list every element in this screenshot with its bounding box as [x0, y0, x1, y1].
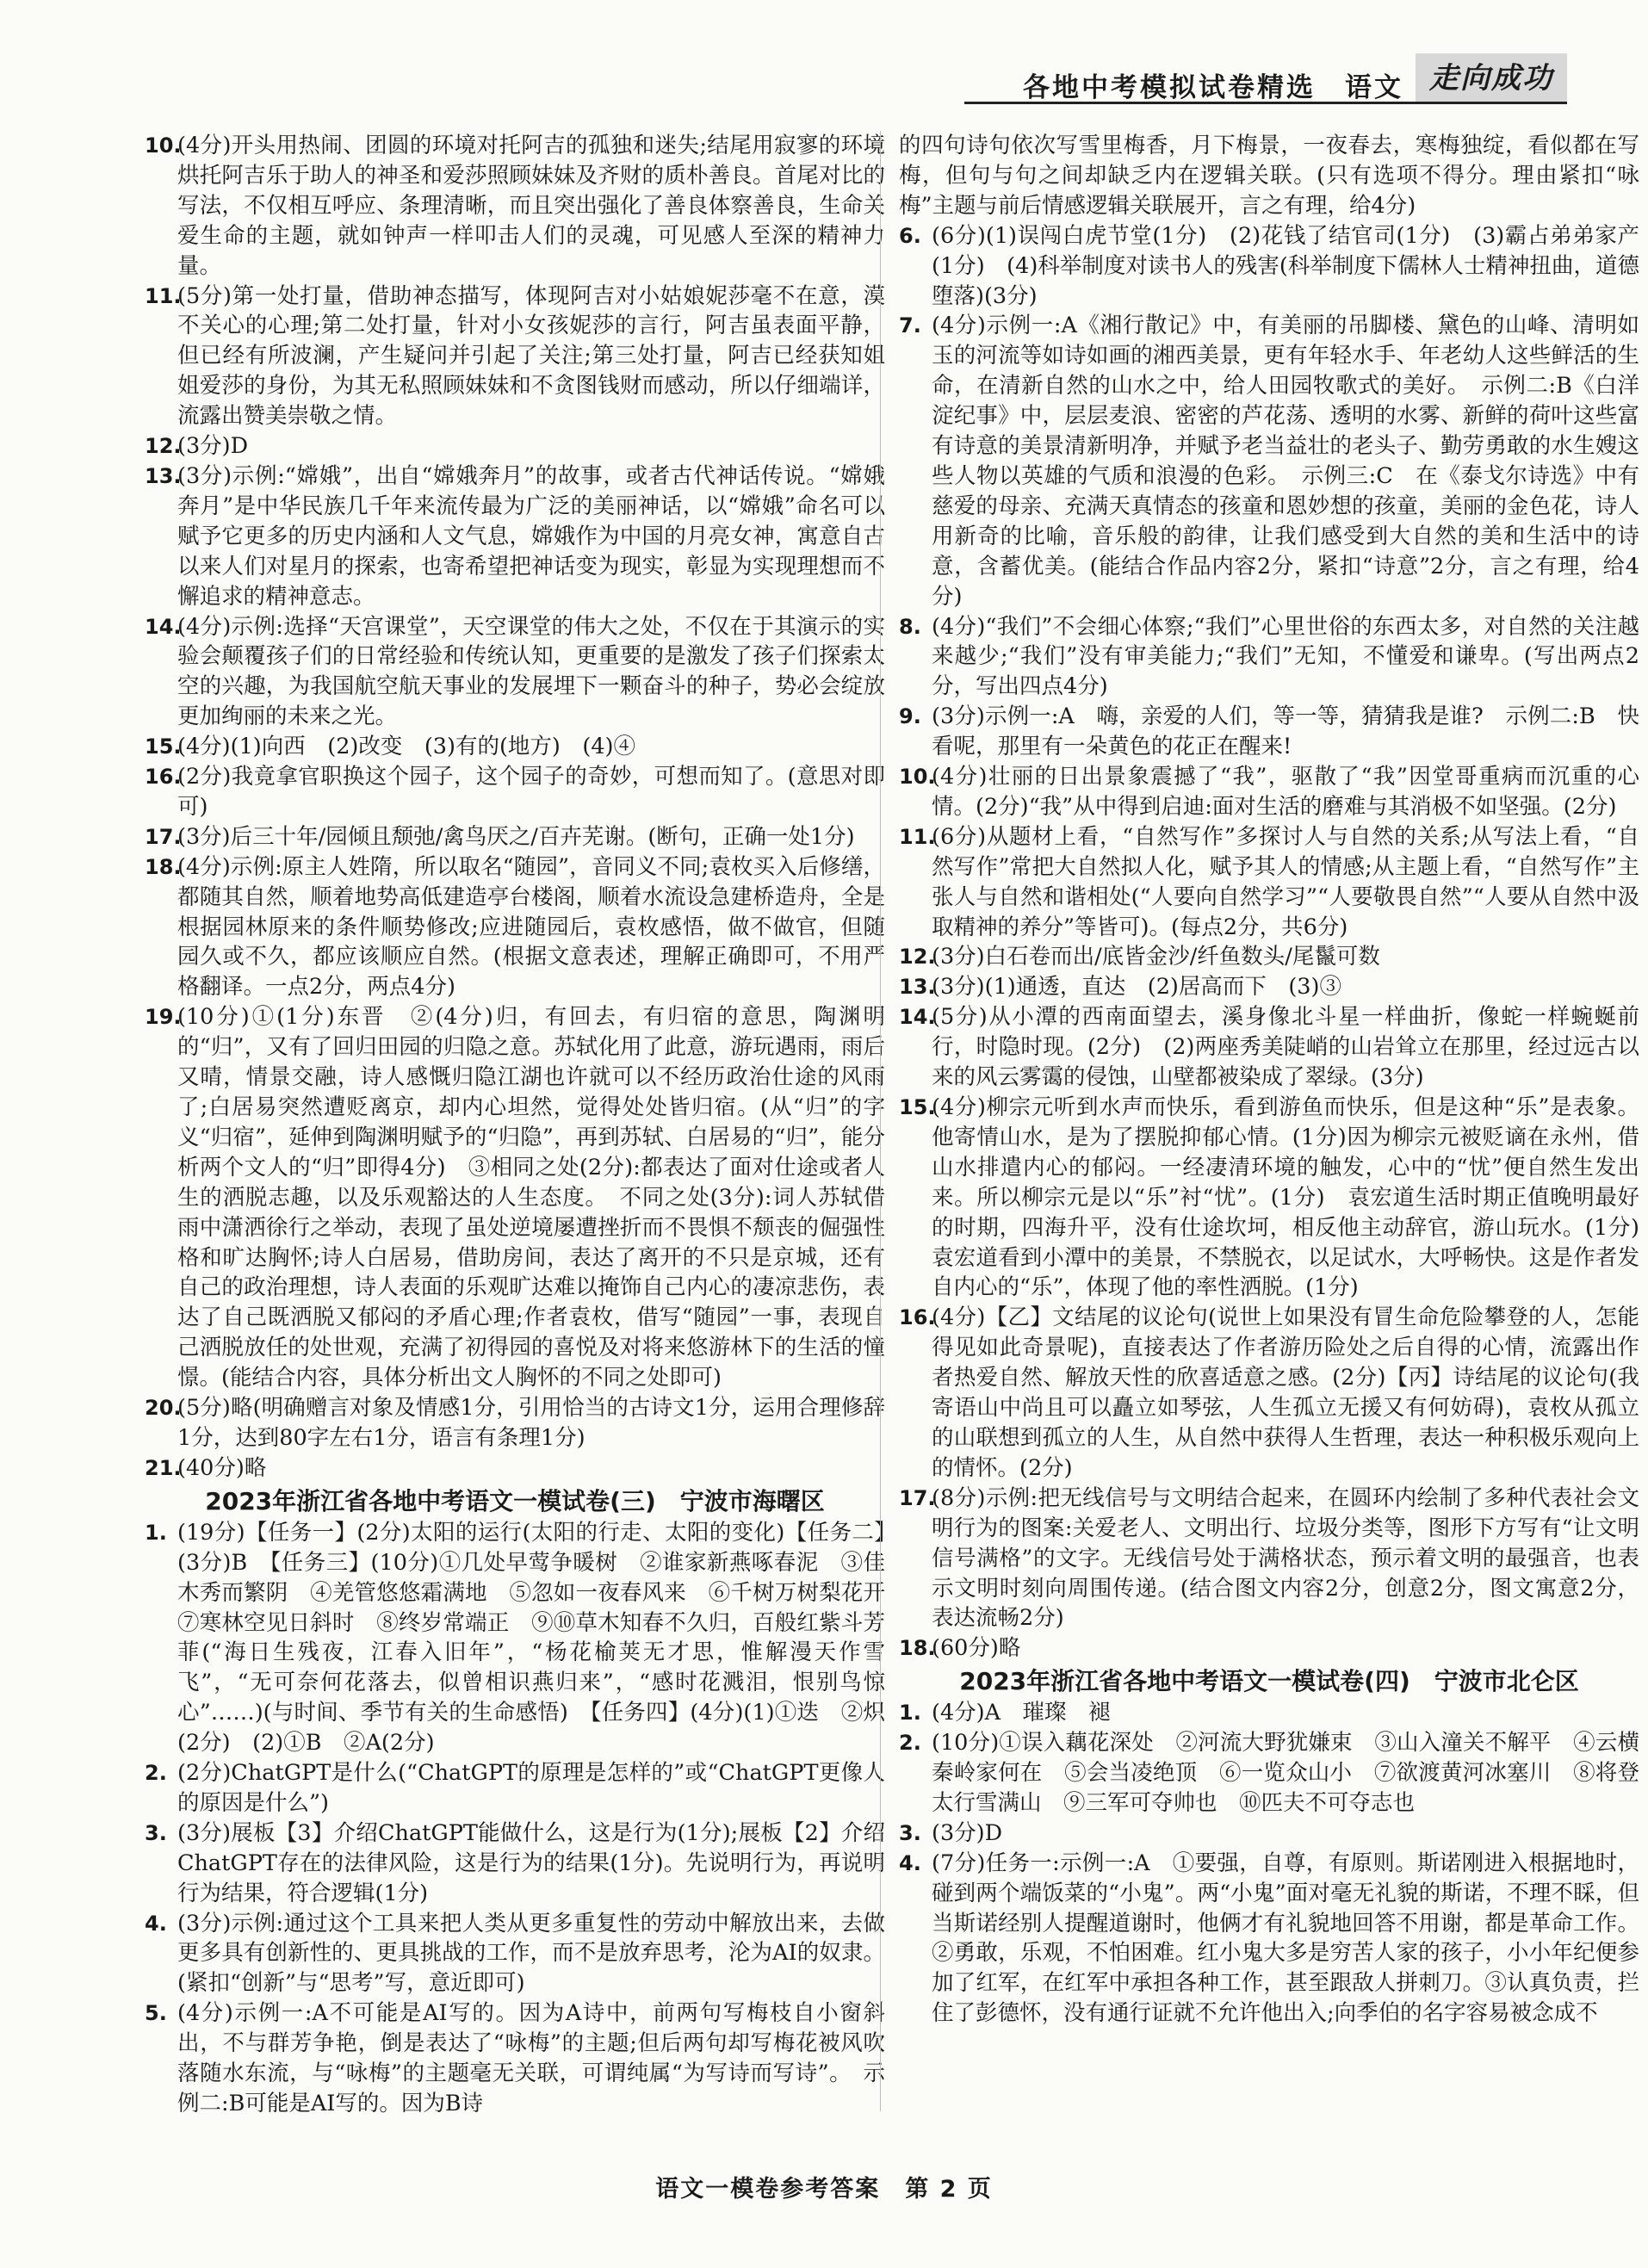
answer-item [899, 1849, 1639, 2029]
answer-item [899, 1093, 1639, 1303]
answer-item [145, 1758, 885, 1819]
answer-text: (4分)壮丽的日出景象震撼了“我”，驱散了“我”因堂哥重病而沉重的心情。(2分)“我”从中得到启迪:面对生活的磨难与其消极不如坚强。(2分) [932, 764, 1639, 820]
answer-number: 17. [145, 824, 182, 849]
answer-number: 18. [145, 854, 182, 879]
answer-number: 13. [899, 975, 936, 1000]
answer-item [145, 762, 885, 822]
page-header [964, 53, 1567, 108]
answer-number: 12. [145, 434, 182, 459]
answer-number: 11. [899, 824, 936, 849]
answer-item [145, 852, 885, 1003]
answer-number: 16. [145, 765, 182, 790]
answer-number: 2. [145, 1761, 167, 1786]
answer-item [899, 942, 1639, 972]
answer-item [145, 131, 885, 282]
answer-item [145, 612, 885, 733]
answer-number: 5. [145, 2001, 167, 2026]
answer-number: 14. [145, 614, 182, 639]
answer-item [145, 1518, 908, 1758]
answer-text: (3分)(1)通透，直达 (2)居高而下 (3)③ [932, 974, 1341, 1001]
answer-number: 1. [145, 1520, 167, 1545]
answer-text: 的四句诗句依次写雪里梅香，月下梅景，一夜春去，寒梅独绽，看似都在写梅，但句与句之间却缺乏内在逻辑关联。(只有选项不得分。理由紧扣“咏梅”主题与前后情感逻辑关联展开，言之有理，给4分) [899, 133, 1639, 219]
answer-item [899, 131, 1639, 221]
answer-item [145, 431, 885, 462]
answer-text: (4分)示例:选择“天宫课堂”，天空课堂的伟大之处，不仅在于其演示的实验会颠覆孩子们的日常经验和传统认知，更重要的是激发了孩子们探索太空的兴趣，为我国航空航天事业的发展埋下一颗奋斗的种子，势必会绽放更加绚丽的未来之光。 [177, 613, 885, 730]
section-title: 2023年浙江省各地中考语文一模试卷(四) 宁波市北仑区 [959, 1667, 1579, 1696]
answer-number: 7. [899, 313, 921, 338]
answer-item [899, 702, 1639, 762]
answer-item [145, 1909, 885, 1999]
answer-item [145, 1393, 885, 1453]
answer-item [899, 221, 1639, 312]
answer-item [145, 1819, 885, 1909]
header-rule [964, 102, 1567, 104]
answer-text: (4分)(1)向西 (2)改变 (3)有的(地方) (4)④ [177, 734, 636, 760]
answer-number: 12. [899, 945, 936, 970]
answer-item [899, 1484, 1639, 1634]
answer-number: 11. [145, 283, 182, 308]
answer-item [145, 282, 885, 432]
answer-text: (8分)示例:把无线信号与文明结合起来，在圆环内绘制了多种代表社会文明行为的图案:关爱老人、文明出行、垃圾分类等，图形下方写有“让文明信号满格”的文字。无线信号处于满格状态，预示着文明的最强音，也表示文明时刻向周围传递。(结合图文内容2分，创意2分，图文寓意2分，表达流畅2分) [932, 1484, 1639, 1632]
answer-number: 6. [899, 223, 921, 248]
answer-item [899, 972, 1639, 1002]
answer-item [145, 462, 885, 612]
answer-item [145, 1453, 885, 1484]
page-footer: 语文一模卷参考答案 第 2 页 [655, 2176, 993, 2203]
answer-item [899, 1698, 1639, 1728]
answer-text: (3分)后三十年/园倾且颓弛/禽鸟厌之/百卉芜谢。(断句，正确一处1分) [177, 823, 855, 850]
answer-text: (3分)D [177, 433, 249, 460]
answer-text: (4分)示例一:A不可能是AI写的。因为A诗中，前两句写梅枝自小窗斜出，不与群芳争艳，倒是表达了“咏梅”的主题;但后两句却写梅花被风吹落随水东流，与“咏梅”的主题毫无关联，可谓纯属“为写诗而写诗”。 示例二:B可能是AI写的。因为B诗 [177, 2000, 885, 2116]
answer-number: 4. [145, 1911, 167, 1936]
answer-text: (4分)A 璀璨 褪 [932, 1700, 1111, 1726]
answer-number: 2. [899, 1731, 921, 1756]
answer-item [899, 1728, 1639, 1819]
answer-text: (4分)“我们”不会细心体察;“我们”心里世俗的东西太多，对自然的关注越来越少;“我们”没有审美能力;“我们”无知，不懂爱和谦卑。(写出两点2分，写出四点4分) [932, 613, 1639, 700]
answer-text: (3分)示例:通过这个工具来把人类从更多重复性的劳动中解放出来，去做更多具有创新性的、更具挑战的工作，而不是放弃思考，沦为AI的奴隶。(紧扣“创新”与“思考”写，意近即可) [177, 1910, 885, 1997]
section-title: 2023年浙江省各地中考语文一模试卷(三) 宁波市海曙区 [205, 1486, 825, 1515]
answer-number: 14. [899, 1005, 936, 1030]
answer-number: 8. [899, 614, 921, 639]
answer-item [145, 822, 885, 852]
column-divider [880, 131, 881, 2111]
answer-text: (4分)示例:原主人姓隋，所以取名“随园”，音同义不同;袁枚买入后修缮，都随其自然，顺着地势高低建造亭台楼阁，顺着水流设急建桥造舟，全是根据园林原来的条件顺势修改;应进随园后，袁枚感悟，做不做官，但随园久或不久，都应该顺应自然。(根据文意表述，理解正确即可，不用严格翻译。一点2分，两点4分) [177, 853, 885, 1001]
answer-number: 1. [899, 1701, 921, 1726]
answer-text: (5分)略(明确赠言对象及情感1分，引用恰当的古诗文1分，运用合理修辞1分，达到80字左右1分，语言有条理1分) [177, 1395, 885, 1451]
answer-number: 16. [899, 1305, 936, 1330]
answer-text: (19分)【任务一】(2分)太阳的运行(太阳的行走、太阳的变化)【任务二】(3分)B 【任务三】(10分)①几处早莺争暖树 ②谁家新燕啄春泥 ③佳木秀而繁阴 ④羌管悠悠霜满地 ⑤忽如一夜春风来 ⑥千树万树梨花开 ⑦寒林空见日斜时 ⑧终岁常端正 ⑨⑩草木知春不久归，百般红紫斗芳菲(“海日生残夜，江春入旧年”，“杨花榆荚无才思，惟解漫天作雪飞”，“无可奈何花落去，似曾相识燕归来”，“感时花溅泪，恨别鸟惊心”……)(与时间、季节有关的生命感悟) 【任务四】(4分)(1)①迭 ②炽(2分) (2)①B ②A(2分) [177, 1519, 908, 1757]
answer-text: (10分)①误入藕花深处 ②河流大野犹嫌束 ③山入潼关不解平 ④云横秦岭家何在 ⑤会当凌绝顶 ⑥一览众山小 ⑦欲渡黄河冰塞川 ⑧将登太行雪满山 ⑨三军可夺帅也 ⑩匹夫不可夺志也 [932, 1730, 1639, 1816]
right-column [899, 131, 1639, 2029]
answer-text: (3分)示例一:A 嗨，亲爱的人们，等一等，猜猜我是谁? 示例二:B 快看呢，那里有一朵黄色的花正在醒来! [932, 703, 1639, 760]
answer-number: 17. [899, 1485, 936, 1510]
header-title: 各地中考模拟试卷精选 语文 [1023, 72, 1403, 103]
left-column [145, 131, 908, 2119]
answer-item [899, 612, 1639, 703]
answer-number: 10. [899, 765, 936, 790]
answer-text: (6分)从题材上看，“自然写作”多探讨人与自然的关系;从写法上看，“自然写作”常把大自然拟人化，赋予其人的情感;从主题上看，“自然写作”主张人与自然和谐相处(“人要向自然学习”“人要敬畏自然”“人要从自然中汲取精神的养分”等皆可)。(每点2分，共6分) [932, 823, 1639, 940]
answer-number: 20. [145, 1396, 182, 1421]
answer-number: 13. [145, 463, 182, 488]
answer-item [899, 822, 1639, 943]
answer-text: (10分)①(1分)东晋 ②(4分)归，有回去，有归宿的意思，陶渊明的“归”，又有了回归田园的归隐之意。苏轼化用了此意，游玩遇雨，雨后又晴，情景交融，诗人感慨归隐江湖也许就可以不经历政治仕途的风雨了;白居易突然遭贬离京，却内心坦然，觉得处处皆归宿。(从“归”的字义“归宿”，延伸到陶渊明赋予的“归隐”，再到苏轼、白居易的“归”，能分析两个文人的“归”即得4分) ③相同之处(2分):都表达了面对仕途或者人生的洒脱志趣，以及乐观豁达的人生态度。 不同之处(3分):词人苏轼借雨中潇洒徐行之举动，表现了虽处逆境屡遭挫折而不畏惧不颓丧的倔强性格和旷达胸怀;诗人白居易，借助房间，表达了离开的不只是京城，还有自己的政治理想，诗人表面的乐观旷达难以掩饰自己内心的凄凉悲伤，表达了自己既洒脱又郁闷的矛盾心理;作者袁枚，借写“随园”一事，表现自己洒脱放任的处世观，充满了初得园的喜悦及对将来悠游林下的生活的憧憬。(能结合内容，具体分析出文人胸怀的不同之处即可) [177, 1004, 885, 1391]
answer-item [899, 311, 1639, 611]
answer-text: (3分)示例:“嫦娥”，出自“嫦娥奔月”的故事，或者古代神话传说。“嫦娥奔月”是中华民族几千年来流传最为广泛的美丽神话，以“嫦娥”命名可以赋予它更多的历史内涵和人文气息，嫦娥作为中国的月亮女神，寓意自古以来人们对星月的探索，也寄希望把神话变为现实，彰显为实现理想而不懈追求的精神意志。 [177, 462, 885, 610]
answer-item [145, 1002, 885, 1393]
answer-number: 10. [145, 133, 182, 158]
answer-item [899, 1002, 1639, 1093]
answer-text: (3分)D [932, 1819, 1003, 1846]
answer-text: (5分)第一处打量，借助神态描写，体现阿吉对小姑娘妮莎毫不在意，漠不关心的心理;第二处打量，针对小女孩妮莎的言行，阿吉虽表面平静，但已经有所波澜，产生疑问并引起了关注;第三处打量，阿吉已经获知姐姐爱莎的身份，为其无私照顾妹妹和不贪图钱财而感动，所以仔细端详，流露出赞美崇敬之情。 [177, 282, 885, 430]
answer-text: (4分)【乙】文结尾的议论句(说世上如果没有冒生命危险攀登的人，怎能得见如此奇景呢)，直接表达了作者游历险处之后自得的心情，流露出作者热爱自然、解放天性的欣喜适意之感。(2分)【丙】诗结尾的议论句(我寄语山中尚且可以矗立如琴弦，人生孤立无援又有何妨碍)，袁枚从孤立的山联想到孤立的人生，从自然中获得人生哲理，表达一种积极乐观向上的情怀。(2分) [932, 1304, 1639, 1481]
answer-item [145, 732, 885, 762]
answer-number: 15. [145, 734, 182, 759]
answer-item [899, 1633, 1639, 1664]
answer-number: 3. [145, 1820, 167, 1845]
answer-text: (6分)(1)误闯白虎节堂(1分) (2)花钱了结官司(1分) (3)霸占弟弟家产(1分) (4)科举制度对读书人的残害(科举制度下儒林人士精神扭曲，道德堕落)(3分) [932, 222, 1639, 309]
answer-text: (4分)开头用热闹、团圆的环境对托阿吉的孤独和迷失;结尾用寂寥的环境烘托阿吉乐于助人的神圣和爱莎照顾妹妹及齐财的质朴善良。首尾对比的写法，不仅相互呼应、条理清晰，而且突出强化了善良体察善良，生命关爱生命的主题，就如钟声一样叩击人们的灵魂，可见感人至深的精神力量。 [177, 133, 885, 279]
answer-number: 4. [899, 1850, 921, 1875]
answer-text: (3分)白石卷而出/底皆金沙/纤鱼数头/尾鬣可数 [932, 944, 1380, 970]
answer-number: 18. [899, 1636, 936, 1661]
answer-text: (4分)柳宗元听到水声而快乐，看到游鱼而快乐，但是这种“乐”是表象。他寄情山水，是为了摆脱抑郁心情。(1分)因为柳宗元被贬谪在永州，借山水排遣内心的郁闷。一经凄清环境的触发，心中的“忧”便自然生发出来。所以柳宗元是以“乐”衬“忧”。(1分) 袁宏道生活时期正值晚明最好的时期，四海升平，没有仕途坎坷，相反他主动辞官，游山玩水。(1分)袁宏道看到小潭中的美景，不禁脱衣，以足试水，大呼畅快。这是作者发自内心的“乐”，体现了他的率性洒脱。(1分) [932, 1094, 1639, 1301]
answer-text: (7分)任务一:示例一:A ①要强，自尊，有原则。斯诺刚进入根据地时，碰到两个端饭菜的“小鬼”。两“小鬼”面对毫无礼貌的斯诺，不理不睬，但当斯诺经别人提醒道谢时，他俩才有礼貌地回答不用谢，都是革命工作。②勇敢，乐观，不怕困难。红小鬼大多是穷苦人家的孩子，小小年纪便参加了红军，在红军中承担各种工作，甚至跟敌人拼刺刀。③认真负责，拦住了彭德怀，没有通行证就不允许他出入;向季伯的名字容易被念成不 [932, 1850, 1639, 2027]
answer-text: (60分)略 [932, 1635, 1021, 1662]
brand-logo: 走向成功 [1416, 53, 1567, 103]
answer-text: (4分)示例一:A《湘行散记》中，有美丽的吊脚楼、黛色的山峰、清明如玉的河流等如诗如画的湘西美景，更有年轻水手、年老幼人这些鲜活的生命，在清新自然的山水之中，给人田园牧歌式的美好。 示例二:B《白洋淀纪事》中，层层麦浪、密密的芦花荡、透明的水雾、新鲜的荷叶这些富有诗意的美景清新明净，并赋予老当益壮的老头子、勤劳勇敢的水生嫂这些人物以英雄的气质和浪漫的色彩。 示例三:C 在《泰戈尔诗选》中有慈爱的母亲、充满天真情态的孩童和恩妙想的孩童，美丽的金色花，诗人用新奇的比喻，音乐般的韵律，让我们感受到大自然的美和生活中的诗意，含蓄优美。(能结合作品内容2分，紧扣“诗意”2分，言之有理，给4分) [932, 313, 1639, 610]
answer-number: 3. [899, 1820, 921, 1845]
answer-text: (2分)我竟拿官职换这个园子，这个园子的奇妙，可想而知了。(意思对即可) [177, 764, 885, 820]
answer-number: 21. [145, 1455, 182, 1480]
answer-item [899, 1303, 1639, 1483]
answer-number: 9. [899, 704, 921, 729]
answer-text: (5分)从小潭的西南面望去，溪身像北斗星一样曲折，像蛇一样蜿蜒前行，时隐时现。(2分) (2)两座秀美陡峭的山岩耸立在那里，经过远古以来的风云雾霭的侵蚀，山壁都被染成了翠绿。(3分) [932, 1004, 1639, 1091]
answer-text: (3分)展板【3】介绍ChatGPT能做什么，这是行为(1分);展板【2】介绍ChatGPT存在的法律风险，这是行为的结果(1分)。先说明行为，再说明行为结果，符合逻辑(1分) [177, 1819, 885, 1906]
answer-text: (40分)略 [177, 1454, 267, 1481]
answer-item [899, 762, 1639, 822]
answer-number: 15. [899, 1095, 936, 1119]
answer-item [899, 1819, 1639, 1849]
answer-number: 19. [145, 1005, 182, 1030]
answer-item [145, 1998, 885, 2119]
answer-text: (2分)ChatGPT是什么(“ChatGPT的原理是怎样的”或“ChatGPT更像人的原因是什么”) [177, 1760, 885, 1816]
